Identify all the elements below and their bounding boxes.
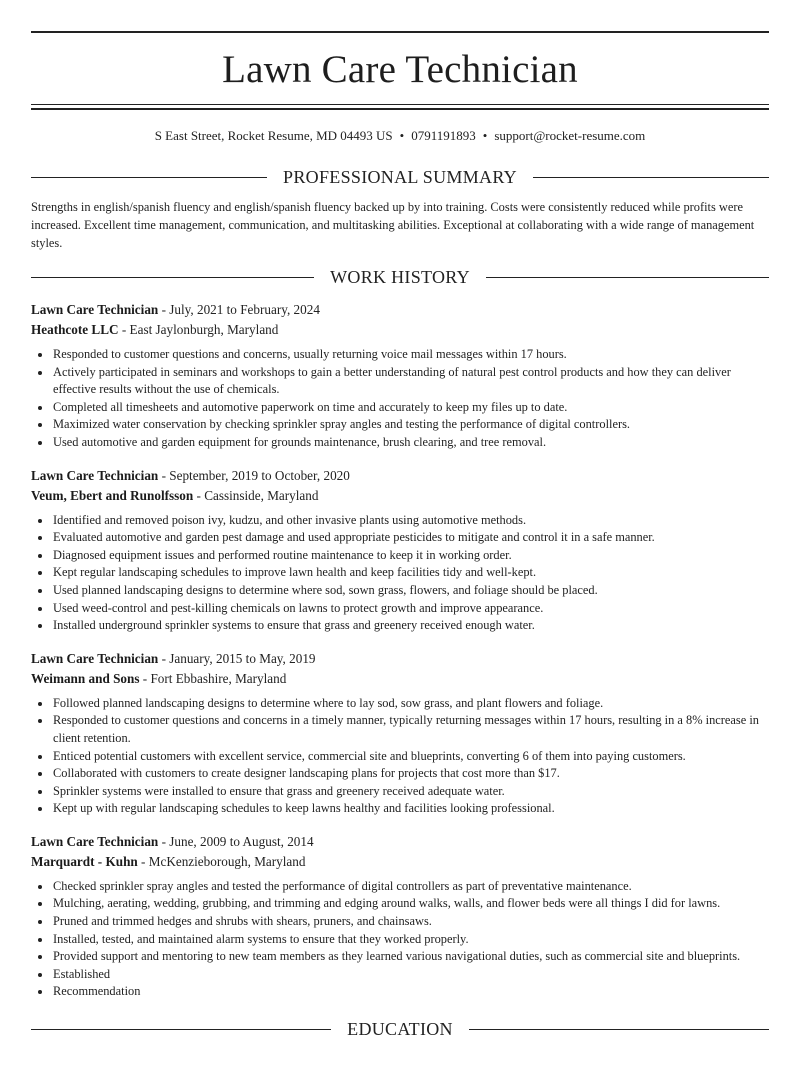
job-dates: - June, 2009 to August, 2014	[158, 833, 314, 849]
job-entry	[31, 832, 769, 1001]
job-location: - Cassinside, Maryland	[193, 487, 319, 503]
job-entry	[31, 300, 769, 452]
list-item: Diagnosed equipment issues and performed routine maintenance to keep it in working order.	[31, 547, 769, 565]
job-bullets	[31, 878, 769, 1001]
list-item: Kept up with regular landscaping schedules to keep lawns healthy and facilities looking professional.	[31, 800, 769, 818]
summary-text: Strengths in english/spanish fluency and english/spanish fluency backed up by into training. Costs were consistently reduced while profits were increased. Excellent time management, communication, and multitasking abilities. Exceptional at collaborating with a wide range of management styles.	[31, 200, 755, 250]
job-dates: - September, 2019 to October, 2020	[158, 467, 350, 483]
list-item: Kept regular landscaping schedules to improve lawn health and keep facilities tidy and well-kept.	[31, 564, 769, 582]
job-title-line	[31, 300, 769, 320]
section-title: EDUCATION	[347, 1019, 453, 1040]
job-company: Weimann and Sons	[31, 670, 140, 686]
job-location: - Fort Ebbashire, Maryland	[139, 670, 287, 686]
list-item: Responded to customer questions and concerns, usually returning voice mail messages within 17 hours.	[31, 346, 769, 364]
heading-rule-left	[31, 1029, 331, 1030]
job-location: - McKenzieborough, Maryland	[137, 853, 306, 869]
bullet-separator: •	[482, 128, 488, 143]
list-item: Established	[31, 966, 769, 984]
list-item: Maximized water conservation by checking sprinkler spray angles and testing the performance of digital controllers.	[31, 416, 769, 434]
list-item: Installed, tested, and maintained alarm systems to ensure that they worked properly.	[31, 931, 769, 949]
education-section-heading	[31, 1018, 769, 1040]
resume-title: Lawn Care Technician	[222, 48, 578, 91]
job-dates: - January, 2015 to May, 2019	[158, 650, 316, 666]
job-bullets	[31, 695, 769, 818]
job-company: Veum, Ebert and Runolfsson	[31, 487, 194, 503]
job-title-line	[31, 649, 769, 669]
list-item: Enticed potential customers with excellent service, commercial site and blueprints, converting 6 of them into paying customers.	[31, 748, 769, 766]
heading-rule-right	[533, 177, 769, 178]
contact-phone: 0791191893	[411, 128, 476, 143]
job-title: Lawn Care Technician	[31, 650, 159, 666]
job-company: Heathcote LLC	[31, 322, 119, 337]
list-item: Sprinkler systems were installed to ensure that grass and greenery received adequate water.	[31, 783, 769, 801]
list-item: Pruned and trimmed hedges and shrubs with shears, pruners, and chainsaws.	[31, 913, 769, 931]
job-company-line	[31, 852, 769, 872]
top-divider	[31, 31, 769, 33]
list-item: Used planned landscaping designs to determine where sod, sown grass, flowers, and foliage should be placed.	[31, 582, 769, 600]
list-item: Evaluated automotive and garden pest damage and used appropriate pesticides to mitigate and control it in a safe manner.	[31, 529, 769, 547]
job-title-line	[31, 466, 769, 486]
list-item: Followed planned landscaping designs to determine where to lay sod, sow grass, and plant flowers and foliage.	[31, 695, 769, 713]
list-item: Checked sprinkler spray angles and tested the performance of digital controllers as part of preventative maintenance.	[31, 878, 769, 896]
summary-section-heading	[31, 166, 769, 188]
list-item: Collaborated with customers to create designer landscaping plans for projects that cost more than $17.	[31, 765, 769, 783]
job-entry	[31, 466, 769, 635]
heading-rule-left	[31, 277, 314, 278]
job-company: Marquardt - Kuhn	[31, 853, 138, 869]
job-bullets	[31, 512, 769, 635]
list-item: Responded to customer questions and concerns in a timely manner, typically returning messages within 17 hours, resulting in a 8% increase in client retention.	[31, 712, 769, 747]
list-item: Provided support and mentoring to new team members as they learned various navigational duties, such as commercial site and blueprints.	[31, 948, 769, 966]
heading-rule-right	[486, 277, 769, 278]
section-title: PROFESSIONAL SUMMARY	[283, 167, 517, 187]
job-bullets	[31, 346, 769, 452]
job-company-line	[31, 669, 769, 689]
contact-info	[31, 128, 769, 144]
work-history-section-heading	[31, 266, 769, 288]
resume-page	[0, 31, 800, 1040]
section-title: WORK HISTORY	[330, 267, 470, 287]
bullet-separator: •	[399, 128, 405, 143]
job-entry	[31, 649, 769, 818]
list-item: Mulching, aerating, wedding, grubbing, and trimming and edging around walks, walls, and flower beds were all things I did for lawns.	[31, 895, 769, 913]
contact-address: S East Street, Rocket Resume, MD 04493 US	[154, 128, 393, 143]
job-title: Lawn Care Technician	[31, 302, 159, 317]
list-item: Identified and removed poison ivy, kudzu, and other invasive plants using automotive methods.	[31, 512, 769, 530]
job-title: Lawn Care Technician	[31, 833, 159, 849]
job-company-line	[31, 486, 769, 506]
list-item: Used weed-control and pest-killing chemicals on lawns to protect growth and improve appearance.	[31, 600, 769, 618]
job-company-line	[31, 320, 769, 340]
list-item: Recommendation	[31, 983, 769, 1001]
heading-rule-left	[31, 177, 267, 178]
header-double-divider	[31, 104, 769, 110]
job-title-line	[31, 832, 769, 852]
list-item: Actively participated in seminars and workshops to gain a better understanding of natural pest control products and how they can deliver effective results without the use of chemicals.	[31, 364, 769, 399]
list-item: Used automotive and garden equipment for grounds maintenance, brush clearing, and tree removal.	[31, 434, 769, 452]
job-dates: - July, 2021 to February, 2024	[158, 302, 320, 317]
list-item: Installed underground sprinkler systems to ensure that grass and greenery received enough water.	[31, 617, 769, 635]
list-item: Completed all timesheets and automotive paperwork on time and accurately to keep my files up to date.	[31, 399, 769, 417]
contact-email: support@rocket-resume.com	[494, 128, 646, 143]
job-location: - East Jaylonburgh, Maryland	[118, 322, 279, 337]
heading-rule-right	[469, 1029, 769, 1030]
job-title: Lawn Care Technician	[31, 467, 159, 483]
